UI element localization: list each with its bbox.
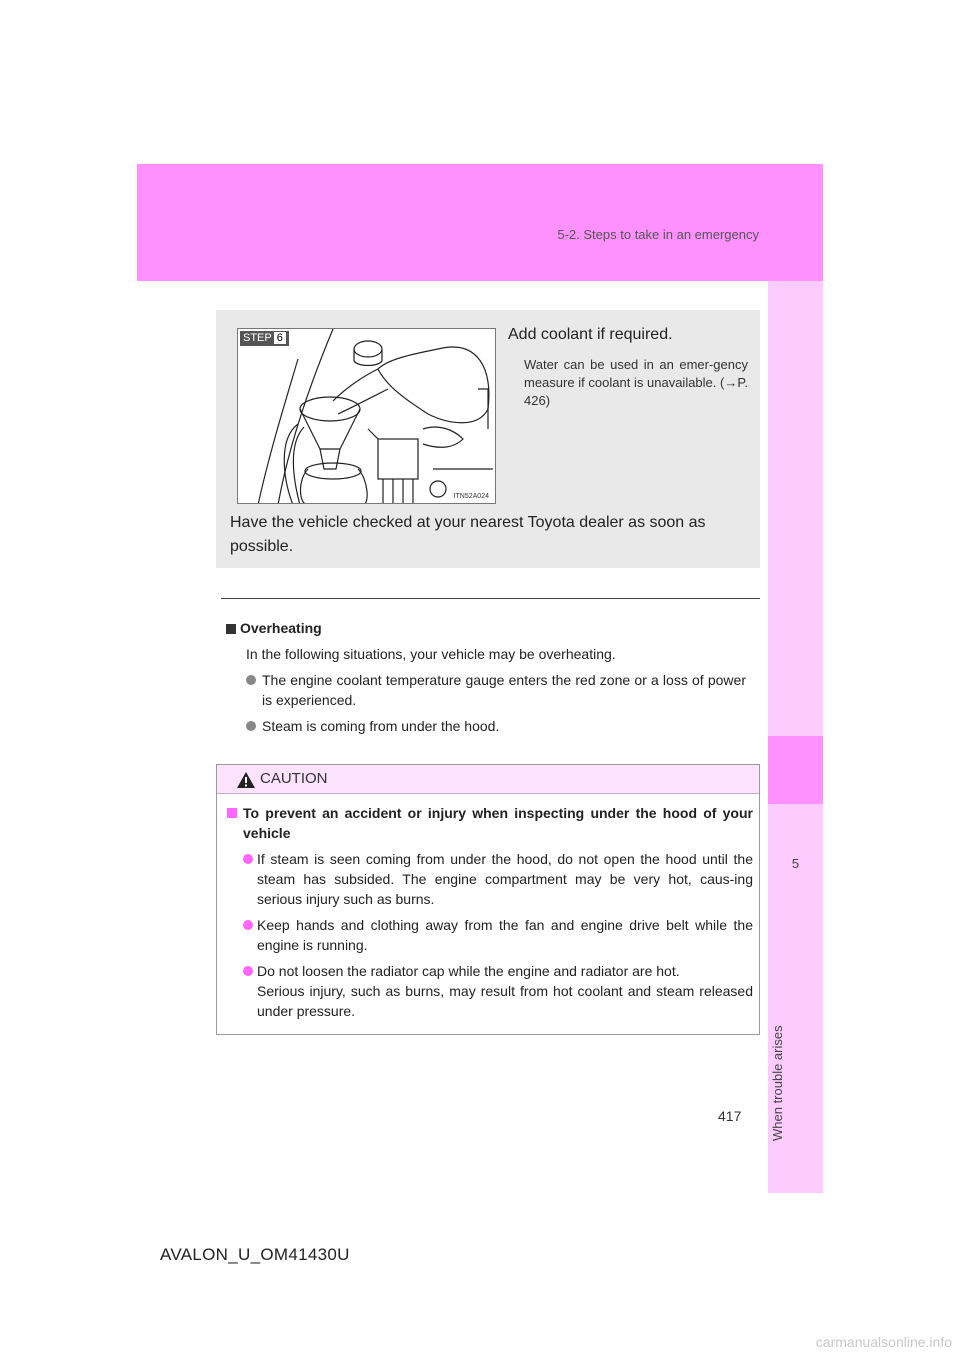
header-band <box>137 164 823 281</box>
caution-subtitle-text: To prevent an accident or injury when inspecting under the hood of your vehicle <box>243 805 753 841</box>
caution-box <box>216 764 760 1035</box>
chapter-number-box <box>768 736 823 804</box>
page-number: 417 <box>718 1108 742 1124</box>
caution-title: CAUTION <box>260 770 328 787</box>
step-badge-number: 6 <box>274 332 286 344</box>
circle-bullet-icon <box>243 966 253 976</box>
list-item <box>243 849 753 909</box>
circle-bullet-icon <box>246 675 256 685</box>
circle-bullet-icon <box>243 920 253 930</box>
chapter-side-tab <box>768 281 823 1193</box>
step-footer-text: Have the vehicle checked at your nearest Toyota dealer as soon as possible. <box>230 514 706 555</box>
list-item <box>243 915 753 955</box>
square-bullet-icon <box>226 624 236 634</box>
list-item-text: The engine coolant temperature gauge enters the red zone or a loss of power is experienced. <box>262 672 746 708</box>
step-badge-label: STEP <box>243 332 272 344</box>
figure-code: ITN52A024 <box>453 493 489 500</box>
caution-body <box>227 803 753 1027</box>
list-item <box>246 670 746 710</box>
circle-bullet-icon <box>246 721 256 731</box>
overheating-intro: In the following situations, your vehicle may be overheating. <box>246 646 616 662</box>
overheating-section <box>226 618 746 742</box>
overheating-title <box>226 618 746 638</box>
caution-subtitle <box>227 803 753 843</box>
document-code: AVALON_U_OM41430U <box>160 1245 350 1264</box>
circle-bullet-icon <box>243 854 253 864</box>
list-item-text: If steam is seen coming from under the hood, do not open the hood until the steam has subsided. The engine compartment may be very hot, caus-ing serious injury such as burns. <box>257 851 753 907</box>
list-item <box>243 961 753 1021</box>
caution-header <box>217 765 759 794</box>
step-note: Water can be used in an emer-gency measure if coolant is unavailable. (→P. 426) <box>524 357 748 408</box>
list-item-text: Steam is coming from under the hood. <box>262 718 500 734</box>
list-item-text: Keep hands and clothing away from the fan and engine drive belt while the engine is running. <box>257 917 753 953</box>
list-item <box>246 716 746 736</box>
section-divider <box>221 598 760 599</box>
coolant-funnel-illustration <box>238 329 496 504</box>
warning-triangle-icon <box>236 771 256 789</box>
overheating-title-text: Overheating <box>240 620 322 636</box>
watermark: carmanualsonline.info <box>815 1334 952 1350</box>
chapter-label: When trouble arises <box>770 1025 785 1141</box>
chapter-number: 5 <box>791 856 800 871</box>
section-title: 5-2. Steps to take in an emergency <box>557 227 759 242</box>
step-panel <box>216 310 760 568</box>
step-badge <box>240 331 289 346</box>
list-item-continuation: Serious injury, such as burns, may result from hot coolant and steam released under pressure. <box>257 983 753 1019</box>
list-item-text: Do not loosen the radiator cap while the engine and radiator are hot. <box>257 963 680 979</box>
step-illustration <box>237 328 496 504</box>
square-bullet-icon <box>227 808 237 818</box>
step-heading: Add coolant if required. <box>508 326 673 343</box>
